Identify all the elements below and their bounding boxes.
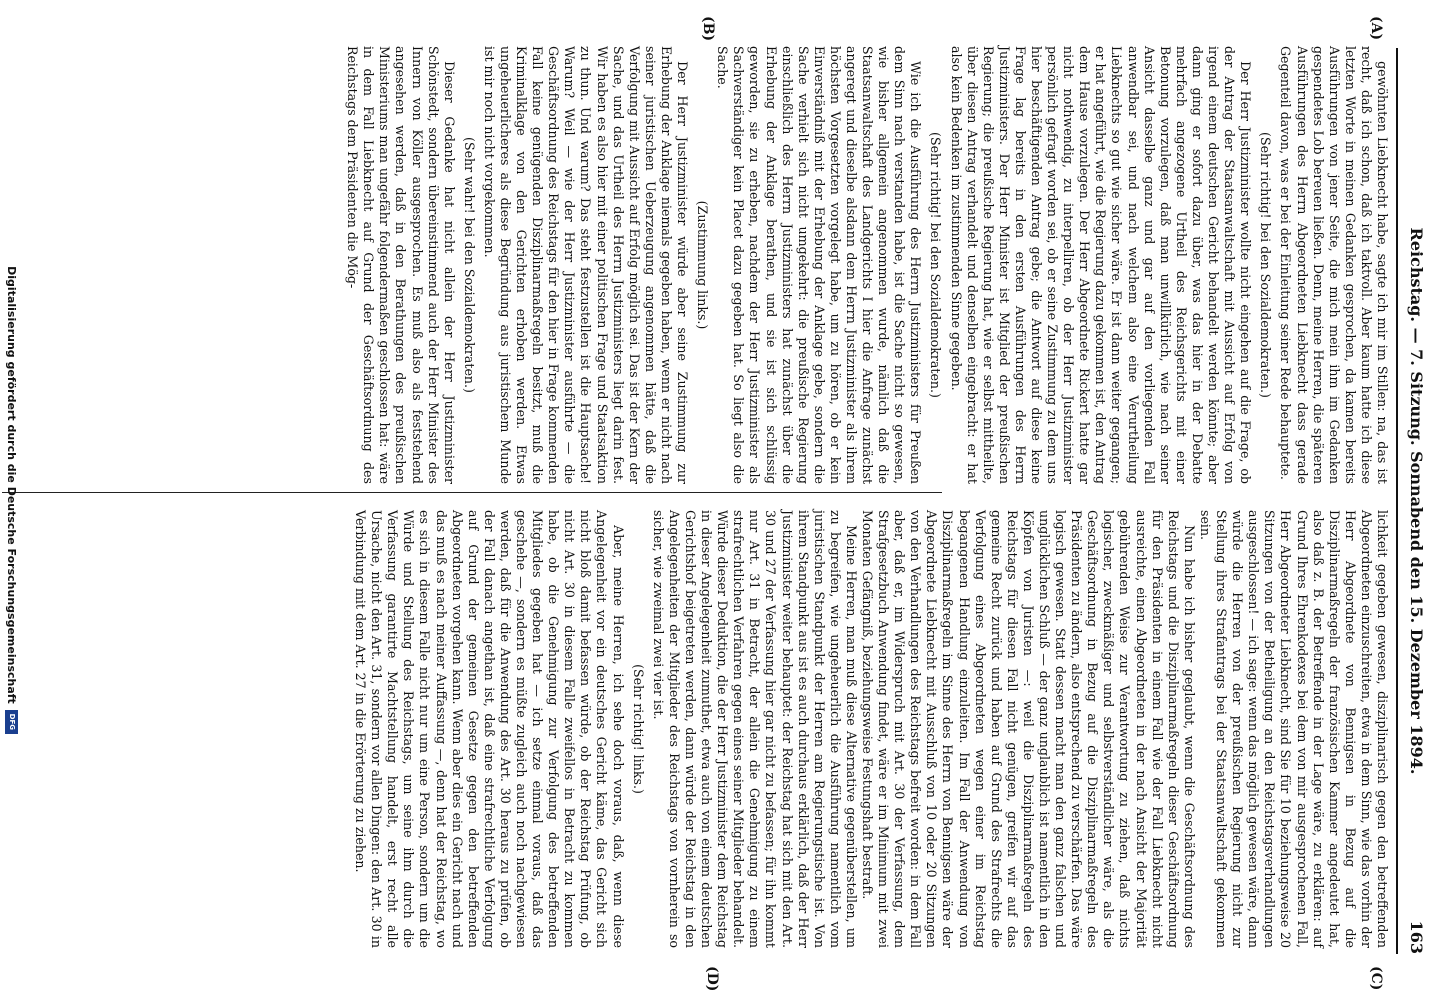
interjection: (Zustimmung links.)	[695, 200, 711, 330]
paragraph: Der Herr Justizminister würde aber seine Zustimmung zur Erhebung der Anklage niemals gegeben haben, wenn er nicht nach seiner juristischen Ueberzeugung angenommen hätte, daß die Verfolgung mit Aussicht auf Erfolg möglich sei. Das ist der Kern der Sache, und das Urtheil des Herrn Justizministers liegt darin fest. Wir haben es also hier mit einer politischen Frage und Staatsaktion zu thun. Und warum? Das steht festzustellen ist die Hauptsache! Warum? Weil — wie der Herr Justizminister ausführte — die Geschäftsordnung des Reichstags für den hier in Frage kommenden Fall keine genügenden Disziplinarmaßregeln besitzt, muß die Kriminalklage von den Gerichten erhoben werden. Etwas ungeheuerlicheres als diese Begründung aus juristischem Munde ist mir noch nicht vorgekommen.	[481, 46, 691, 484]
margin-mark-c: (C)	[1368, 966, 1384, 991]
column-rule	[2, 492, 942, 493]
paragraph: Aber, meine Herren, ich sehe doch voraus, daß, wenn diese Angelegenheit vor ein deutsches Gericht käme, das Gericht sich nicht bloß damit befassen würde, ob der Reichstag Prüfung, ob nicht Art. 30 in diesem Falle zweifellos in Betracht zu kommen habe, ob die Genehmigung zur Verfolgung des betreffenden Mitgliedes gegeben hat — ich setze einmal voraus, daß das geschehe —, sondern es müßte zugleich auch noch nachgewiesen werden, daß für die Anwendung des Art. 30 heraus zu prüfen, ob der Fall danach angethan ist, daß eine strafrechtliche Verfolgung auf Grund der gemeinen Gesetze gegen den betreffenden Abgeordneten vorgehen kann. Wenn aber dies ein Gericht nach und das muß es nach meiner Auffassung —, denn hat der Reichstag, wo es sich in diesem Falle nicht nur um eine Person, sondern um die Würde und Stellung des Reichstags, um seine ihm durch die Verfassung garantirte Machtstellung handelt, erst recht alle Ursache, nicht den Art. 31, sondern vor allen Dingen: den Art. 30 in Verbindung mit dem Art. 27 in die Erörterung zu ziehen.	[353, 510, 626, 948]
paragraph: Meine Herren, man muß diese Alternative gegenüberstellen, um zu begreifen, wie ungeheuerlich die Ausführung namentlich vom juristischen Standpunkt der Herren am Regierungstische ist. Von ihrem Standpunkt aus ist es auch durchaus erklärlich, daß der Herr Justizminister weiter behauptet: der Reichstag hat sich mit den Art. 30 und 27 der Verfassung hier gar nicht zu befassen; für ihn kommt nur Art. 31 in Betracht, der allein die Genehmigung zu einem strafrechtlichen Verfahren gegen eines seiner Mitglieder behandelt. Würde dieser Deduktion, die der Herr Justizminister dem Reichstag in dieser Angelegenheit zumuthet, etwa auch von einem deutschen Gerichtshof beigetreten werden, dann würde der Reichstag in den Angelegenheiten der Mitglieder des Reichstags von vornherein so sicher, wie zweimal zwei vier ist.	[650, 510, 859, 948]
dfg-logo: DFG	[6, 710, 19, 734]
paragraph: Der Herr Justizminister wollte nicht eingehen auf die Frage, ob der Antrag der Staatsanwaltschaft mit Aussicht auf Erfolg von irgend einem deutschen Gericht behandelt werden könnte; aber dann ging er sofort dazu über, was das hier in der Debatte mehrfach angezogene Urtheil des Reichsgerichts mit einer Betonung vorzulegen, daß man unwillkürlich, wie nach seiner Ansicht dasselbe ganz und gar auf den vorliegenden Fall anwendbar sei, und nach welchem also eine Verurtheilung Liebknechts so gut wie sicher wäre. Er ist dann weiter gegangen; er hat angeführt, wie die Regierung dazu gekommen ist, den Antrag dem Hause vorzulegen. Der Herr Abgeordnete Rickert hatte gar nicht nothwendig, zu interpelliren, ob der Herr Justizminister persönlich gefragt worden sei, ob er seine Zustimmung zu dem uns hier beschäftigenden Antrag gebe; die Antwort auf diese keine Frage lag bereits in den ersten Ausführungen des Herrn Justizministers. Der Herr Minister ist Mitglied der preußischen Regierung; die preußische Regierung hat, wie er selbst mittheilte, über diesen Antrag verhandelt und denselben eingebracht: er hat also kein Bedenken im zustimmenden Sinne gegeben.	[948, 46, 1254, 484]
right-text-column	[10, 510, 1390, 948]
interjection: (Sehr richtig! bei den Sozialdemokraten.)	[928, 132, 944, 398]
interjection: (Sehr richtig! bei den Sozialdemokraten.)	[1258, 132, 1274, 398]
paragraph: Wie ich die Ausführung des Herrn Justizministers für Preußen dem Sinn nach verstanden habe, ist die Sache nicht so gewesen, wie bisher allgemein angenommen wurde, nämlich daß die Staatsanwaltschaft des Landgerichts I hier die Anfrage zunächst angeregt und dieselbe alsdann dem Herrn Justizminister als ihrem höchsten Vorgesetzten vorgelegt habe, um zu hören, ob er kein Einverständniß mit der Erhebung der Anklage gebe, sondern die Sache verhielt sich nicht umgekehrt: die preußische Regierung einschließlich des Herrn Justizministers hat zunächst über die Erhebung der Anklage berathen, und sie ist sich schlüssig geworden, sie zu erheben, nachdem der Herr Justizminister als Sachverständiger kein Placet dazu gegeben hat. So liegt also die Sache.	[715, 46, 924, 484]
running-header-title: Reichstag. — 7. Sitzung. Sonnabend den 15. Dezember 1894.	[1407, 227, 1426, 775]
margin-mark-d: (D)	[704, 966, 720, 992]
digitization-credit	[0, 0, 24, 1000]
margin-mark-a: (A)	[1368, 16, 1384, 41]
margin-mark-b: (B)	[700, 16, 716, 42]
credit-text: Digitalisierung gefördert durch die Deutsche Forschungsgemeinschaft	[5, 266, 19, 704]
paragraph: gewöhnten Liebknecht habe, sagte ich mir im Stillen: na, das ist recht, daß ich schon, daß ich taktvoll. Aber kaum hatte ich diese letzten Worte in meinen Gedanken gesprochen, da kamen bereits Ausführungen von jener Seite, die mich mein ihm im Gedanken gespendetes Lob bereuen ließen. Denn, meine Herren, die späteren Ausführungen des Herrn Abgeordneten Liebknecht dass gerade Gegenteil davon, was er bei der Einleitung seiner Rede behauptete.	[1278, 46, 1390, 484]
interjection: (Sehr wahr! bei den Sozialdemokraten.)	[461, 137, 477, 393]
paragraph: lichkeit gegeben gewesen, disziplinarisch gegen den betreffenden Abgeordneten einzuschreiten, etwa in dem Sinn, wie das vorhin der Herr Abgeordnete von Bennigsen in Bezug auf die Disziplinarmaßregeln der französischen Kammer angedeutet hat, also daß z. B. der Betreffende in der Lage wäre, zu erklären: auf Grund Ihres Ehrenkodexes bei dem von mir ausgesprochenen Fall, Herr Abgeordneter Liebknecht, sind Sie für 10 beziehungsweise 20 Sitzungen von der Betheiligung an den Reichstagsverhandlungen ausgeschlossen! — ich sage: wenn das möglich gewesen wäre, dann würde die Herren von der preußischen Regierung nicht zur Stellung ihres Strafantrags bei der Staatsanwaltschaft gekommen sein.	[1197, 510, 1390, 948]
left-text-column	[345, 46, 1390, 484]
paragraph: Nun habe ich bisher geglaubt, wenn die Geschäftsordnung des Reichstags und die Disziplinarmaßregeln dieser Geschäftsordnung für den Präsidenten in einem Fall wie der Fall Liebknecht nicht ausreichte, einen Abgeordneten in der nach Ansicht der Majorität gebührenden Weise zur Verantwortung zu ziehen, daß nichts logischer, zweckmäßiger und selbstverständlicher wäre, als die Geschäftsordnung in Bezug auf die Disziplinarmaßregeln des Präsidenten zu ändern, also entsprechend zu verschärfen. Das wäre logisch gewesen. Statt dessen macht man den ganz falschen und unglücklichen Schluß — der ganz unglaublich ist namentlich in den Köpfen von Juristen —: weil die Disziplinarmaßregeln des Reichstags für diesen Fall nicht genügen, greifen wir auf das gemeine Recht zurück und haben auf Grund des Strafrechts die Verfolgung eines Abgeordneten wegen einer im Reichstag begangenen Handlung einzuleiten. Im Fall der Anwendung von Disziplinarmaßregeln im Sinne des Herrn von Bennigsen wäre der Abgeordnete Liebknecht mit Ausschluß von 10 oder 20 Sitzungen von den Verhandlungen des Reichstags befreit worden: in dem Fall aber, daß er, im Widerspruch mit Art. 30 der Verfassung, dem Strafgesetzbuch Anwendung findet, wäre er im Minimum mit zwei Monaten Gefängniß, beziehungsweise Festungshaft bestraft.	[860, 510, 1197, 948]
running-header	[1400, 48, 1426, 954]
interjection: (Sehr richtig! links.)	[630, 664, 646, 794]
paragraph: Dieser Gedanke hat nicht allein der Herr Justizminister Schönstedt, sondern übereinstimmend auch der Herr Minister des Innern von Köller ausgesprochen. Es muß also als feststehend angesehen werden, daß in den Berathungen des preußischen Ministeriums man ungefähr folgendermaßen geschlossen hat: wäre in dem Fall Liebknecht auf Grund der Geschäftsordnung des Reichstags dem Präsidenten die Mög-	[345, 46, 457, 484]
header-rule	[1396, 48, 1398, 954]
page-number: 163	[1407, 920, 1426, 954]
